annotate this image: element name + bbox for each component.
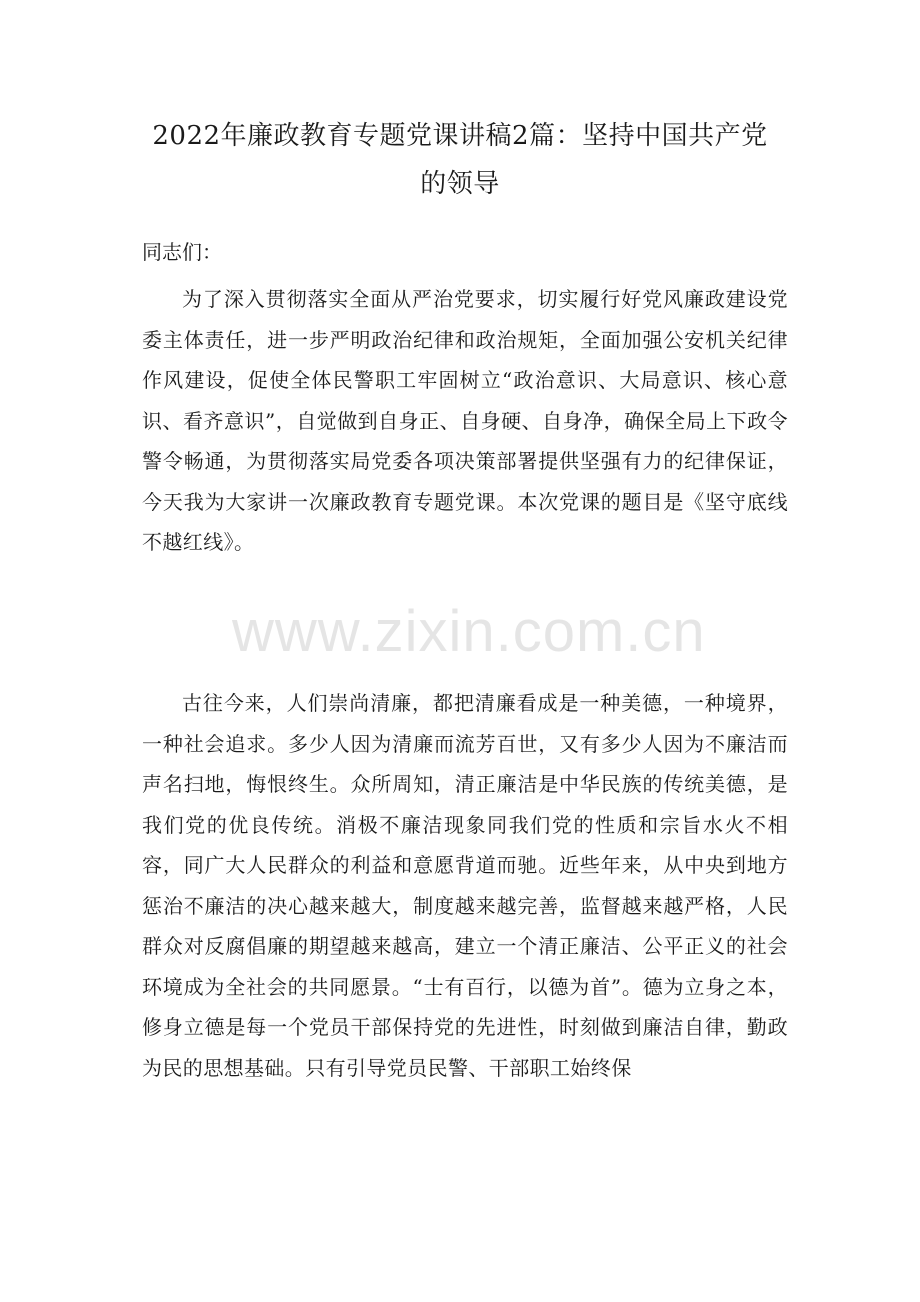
title-line-2: 的领导 [420, 169, 500, 199]
document-title [120, 112, 800, 208]
title-line-1: 2022年廉政教育专题党课讲稿2篇：坚持中国共产党 [152, 121, 768, 151]
paragraph-1: 为了深入贯彻落实全面从严治党要求，切实履行好党风廉政建设党委主体责任，进一步严明政治纪律和政治规矩，全面加强公安机关纪律作风建设，促使全体民警职工牢固树立“政治意识、大局意识、核心意识、看齐意识”，自觉做到自身正、自身硬、自身净，确保全局上下政令警令畅通，为贯彻落实局党委各项决策部署提供坚强有力的纪律保证，今天我为大家讲一次廉政教育专题党课。本次党课的题目是《坚守底线 不越红线》。 [142, 287, 788, 554]
salutation: 同志们： [142, 240, 222, 264]
watermark-text: www.zixin.com.cn [232, 599, 706, 664]
paragraph-2: 古往今来，人们崇尚清廉，都把清廉看成是一种美德，一种境界，一种社会追求。多少人因为清廉而流芳百世，又有多少人因为不廉洁而声名扫地，悔恨终生。众所周知，清正廉洁是中华民族的传统美德，是我们党的优良传统。消极不廉洁现象同我们党的性质和宗旨水火不相容，同广大人民群众的利益和意愿背道而驰。近些年来，从中央到地方惩治不廉洁的决心越来越大，制度越来越完善，监督越来越严格，人民群众对反腐倡廉的期望越来越高，建立一个清正廉洁、公平正义的社会环境成为全社会的共同愿景。“士有百行，以德为首”。德为立身之本，修身立德是每一个党员干部保持党的先进性，时刻做到廉洁自律，勤政为民的思想基础。只有引导党员民警、干部职工始终保 [142, 691, 788, 1080]
